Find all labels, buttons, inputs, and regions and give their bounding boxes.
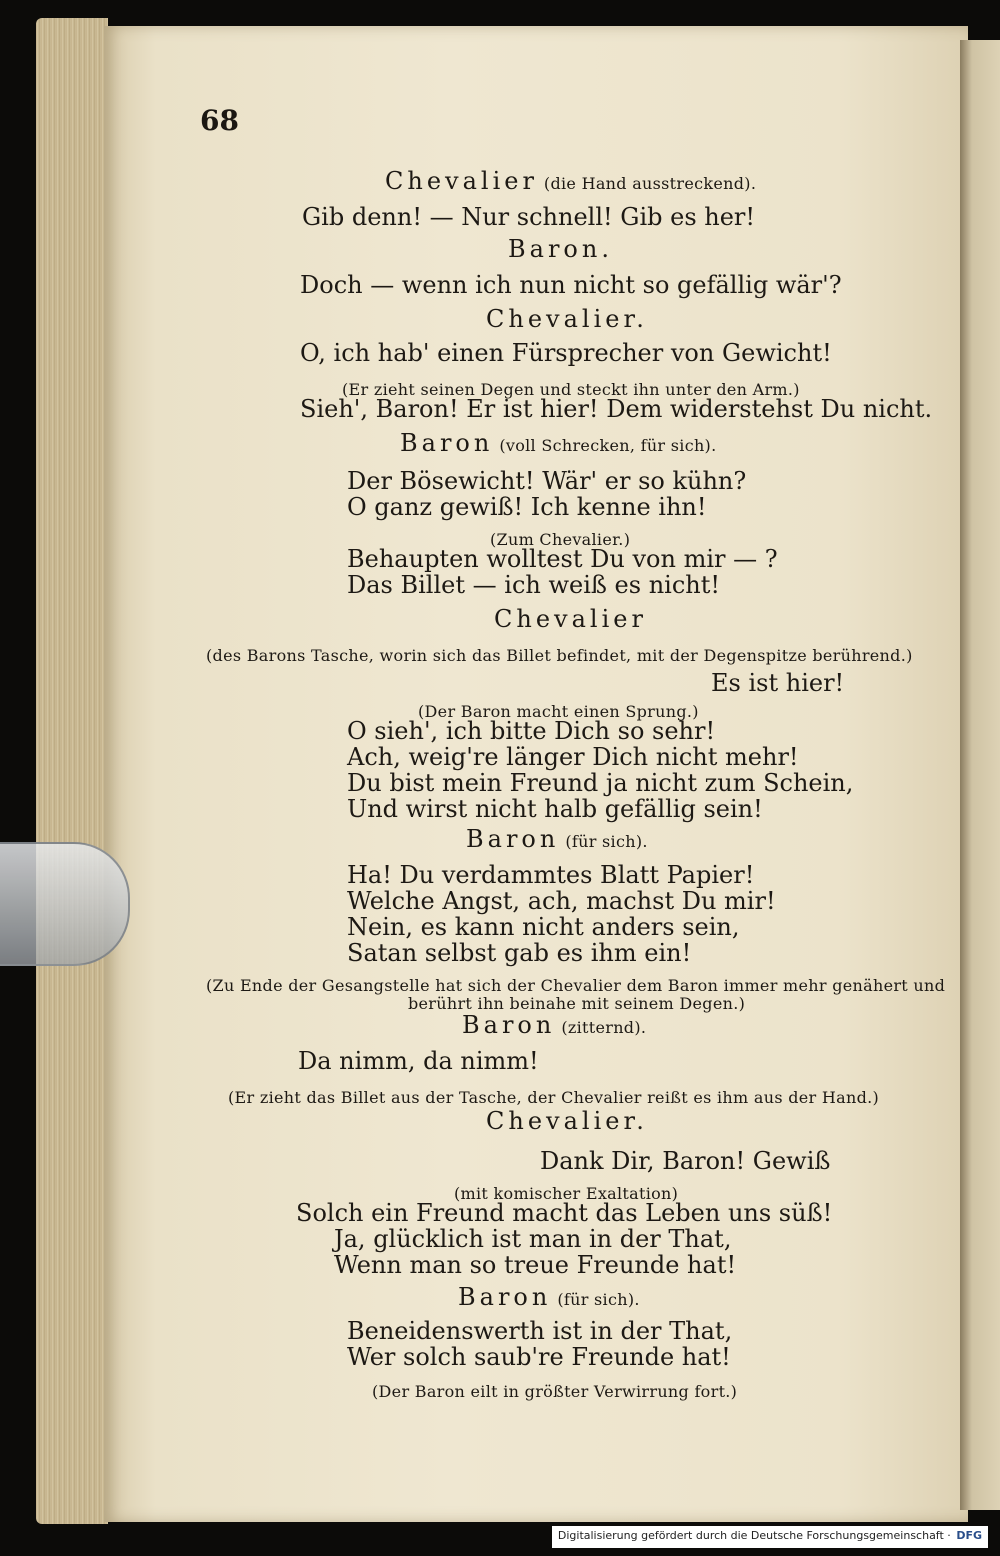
verse-line: Nein, es kann nicht anders sein, [347, 913, 740, 941]
verse-line: Du bist mein Freund ja nicht zum Schein, [347, 769, 854, 797]
stage-direction: (des Barons Tasche, worin sich das Billet befindet, mit der Degenspitze berührend.) [206, 646, 913, 665]
facing-page-edge [960, 40, 1000, 1510]
verse-line: Es ist hier! [711, 669, 845, 697]
stage-direction: berührt ihn beinahe mit seinem Degen.) [408, 994, 746, 1013]
dfg-logo-icon: DFG [956, 1529, 982, 1542]
verse-line: Ha! Du verdammtes Blatt Papier! [347, 861, 755, 889]
verse-line: Behaupten wolltest Du von mir — ? [347, 545, 778, 573]
verse-line: Welche Angst, ach, machst Du mir! [347, 887, 776, 915]
verse-line: Und wirst nicht halb gefällig sein! [347, 795, 763, 823]
verse-line: Sieh', Baron! Er ist hier! Dem widerstehst Du nicht. [300, 395, 933, 423]
stage-direction: (Er zieht das Billet aus der Tasche, der Chevalier reißt es ihm aus der Hand.) [228, 1088, 880, 1107]
verse-line: Gib denn! — Nur schnell! Gib es her! [302, 203, 756, 231]
speaker-line: Baron (voll Schrecken, für sich). [400, 429, 717, 457]
verse-line: Ja, glücklich ist man in der That, [334, 1225, 732, 1253]
stage-direction: (Der Baron macht einen Sprung.) [418, 702, 699, 721]
stage-direction: (Zu Ende der Gesangstelle hat sich der Chevalier dem Baron immer mehr genähert und [206, 976, 946, 995]
verse-line: Das Billet — ich weiß es nicht! [347, 571, 721, 599]
verse-line: O sieh', ich bitte Dich so sehr! [347, 717, 716, 745]
verse-line: Solch ein Freund macht das Leben uns süß! [296, 1199, 833, 1227]
page-clip [0, 842, 130, 966]
speaker-line: Baron. [508, 235, 613, 263]
verse-line: Wer solch saub're Freunde hat! [347, 1343, 731, 1371]
stage-direction: (Zum Chevalier.) [490, 530, 631, 549]
verse-line: O ganz gewiß! Ich kenne ihn! [347, 493, 707, 521]
speaker-line: Chevalier [494, 605, 647, 633]
verse-line: Doch — wenn ich nun nicht so gefällig wär'? [300, 271, 842, 299]
book-page-edges [36, 18, 108, 1524]
speaker-line: Baron (für sich). [458, 1283, 640, 1311]
stage-direction: (Der Baron eilt in größter Verwirrung fort.) [372, 1382, 738, 1401]
speaker-line: Baron (zitternd). [462, 1011, 647, 1039]
verse-line: Satan selbst gab es ihm ein! [347, 939, 692, 967]
speaker-line: Chevalier (die Hand ausstreckend). [385, 167, 757, 195]
verse-line: Beneidenswerth ist in der That, [347, 1317, 733, 1345]
verse-line: Da nimm, da nimm! [298, 1047, 539, 1075]
speaker-line: Chevalier. [486, 1107, 648, 1135]
page-number: 68 [200, 104, 239, 137]
stage-direction: (mit komischer Exaltation) [454, 1184, 679, 1203]
stage-direction: (Er zieht seinen Degen und steckt ihn unter den Arm.) [342, 380, 800, 399]
speaker-line: Chevalier. [486, 305, 648, 333]
verse-line: Ach, weig're länger Dich nicht mehr! [347, 743, 799, 771]
verse-line: Wenn man so treue Freunde hat! [334, 1251, 737, 1279]
digitization-credit: Digitalisierung gefördert durch die Deutsche Forschungsgemeinschaft · DFG [552, 1526, 988, 1548]
verse-line: O, ich hab' einen Fürsprecher von Gewicht! [300, 339, 832, 367]
credit-text: Digitalisierung gefördert durch die Deutsche Forschungsgemeinschaft [557, 1529, 944, 1542]
verse-line: Der Bösewicht! Wär' er so kühn? [347, 467, 747, 495]
verse-line: Dank Dir, Baron! Gewiß [540, 1147, 831, 1175]
speaker-line: Baron (für sich). [466, 825, 648, 853]
